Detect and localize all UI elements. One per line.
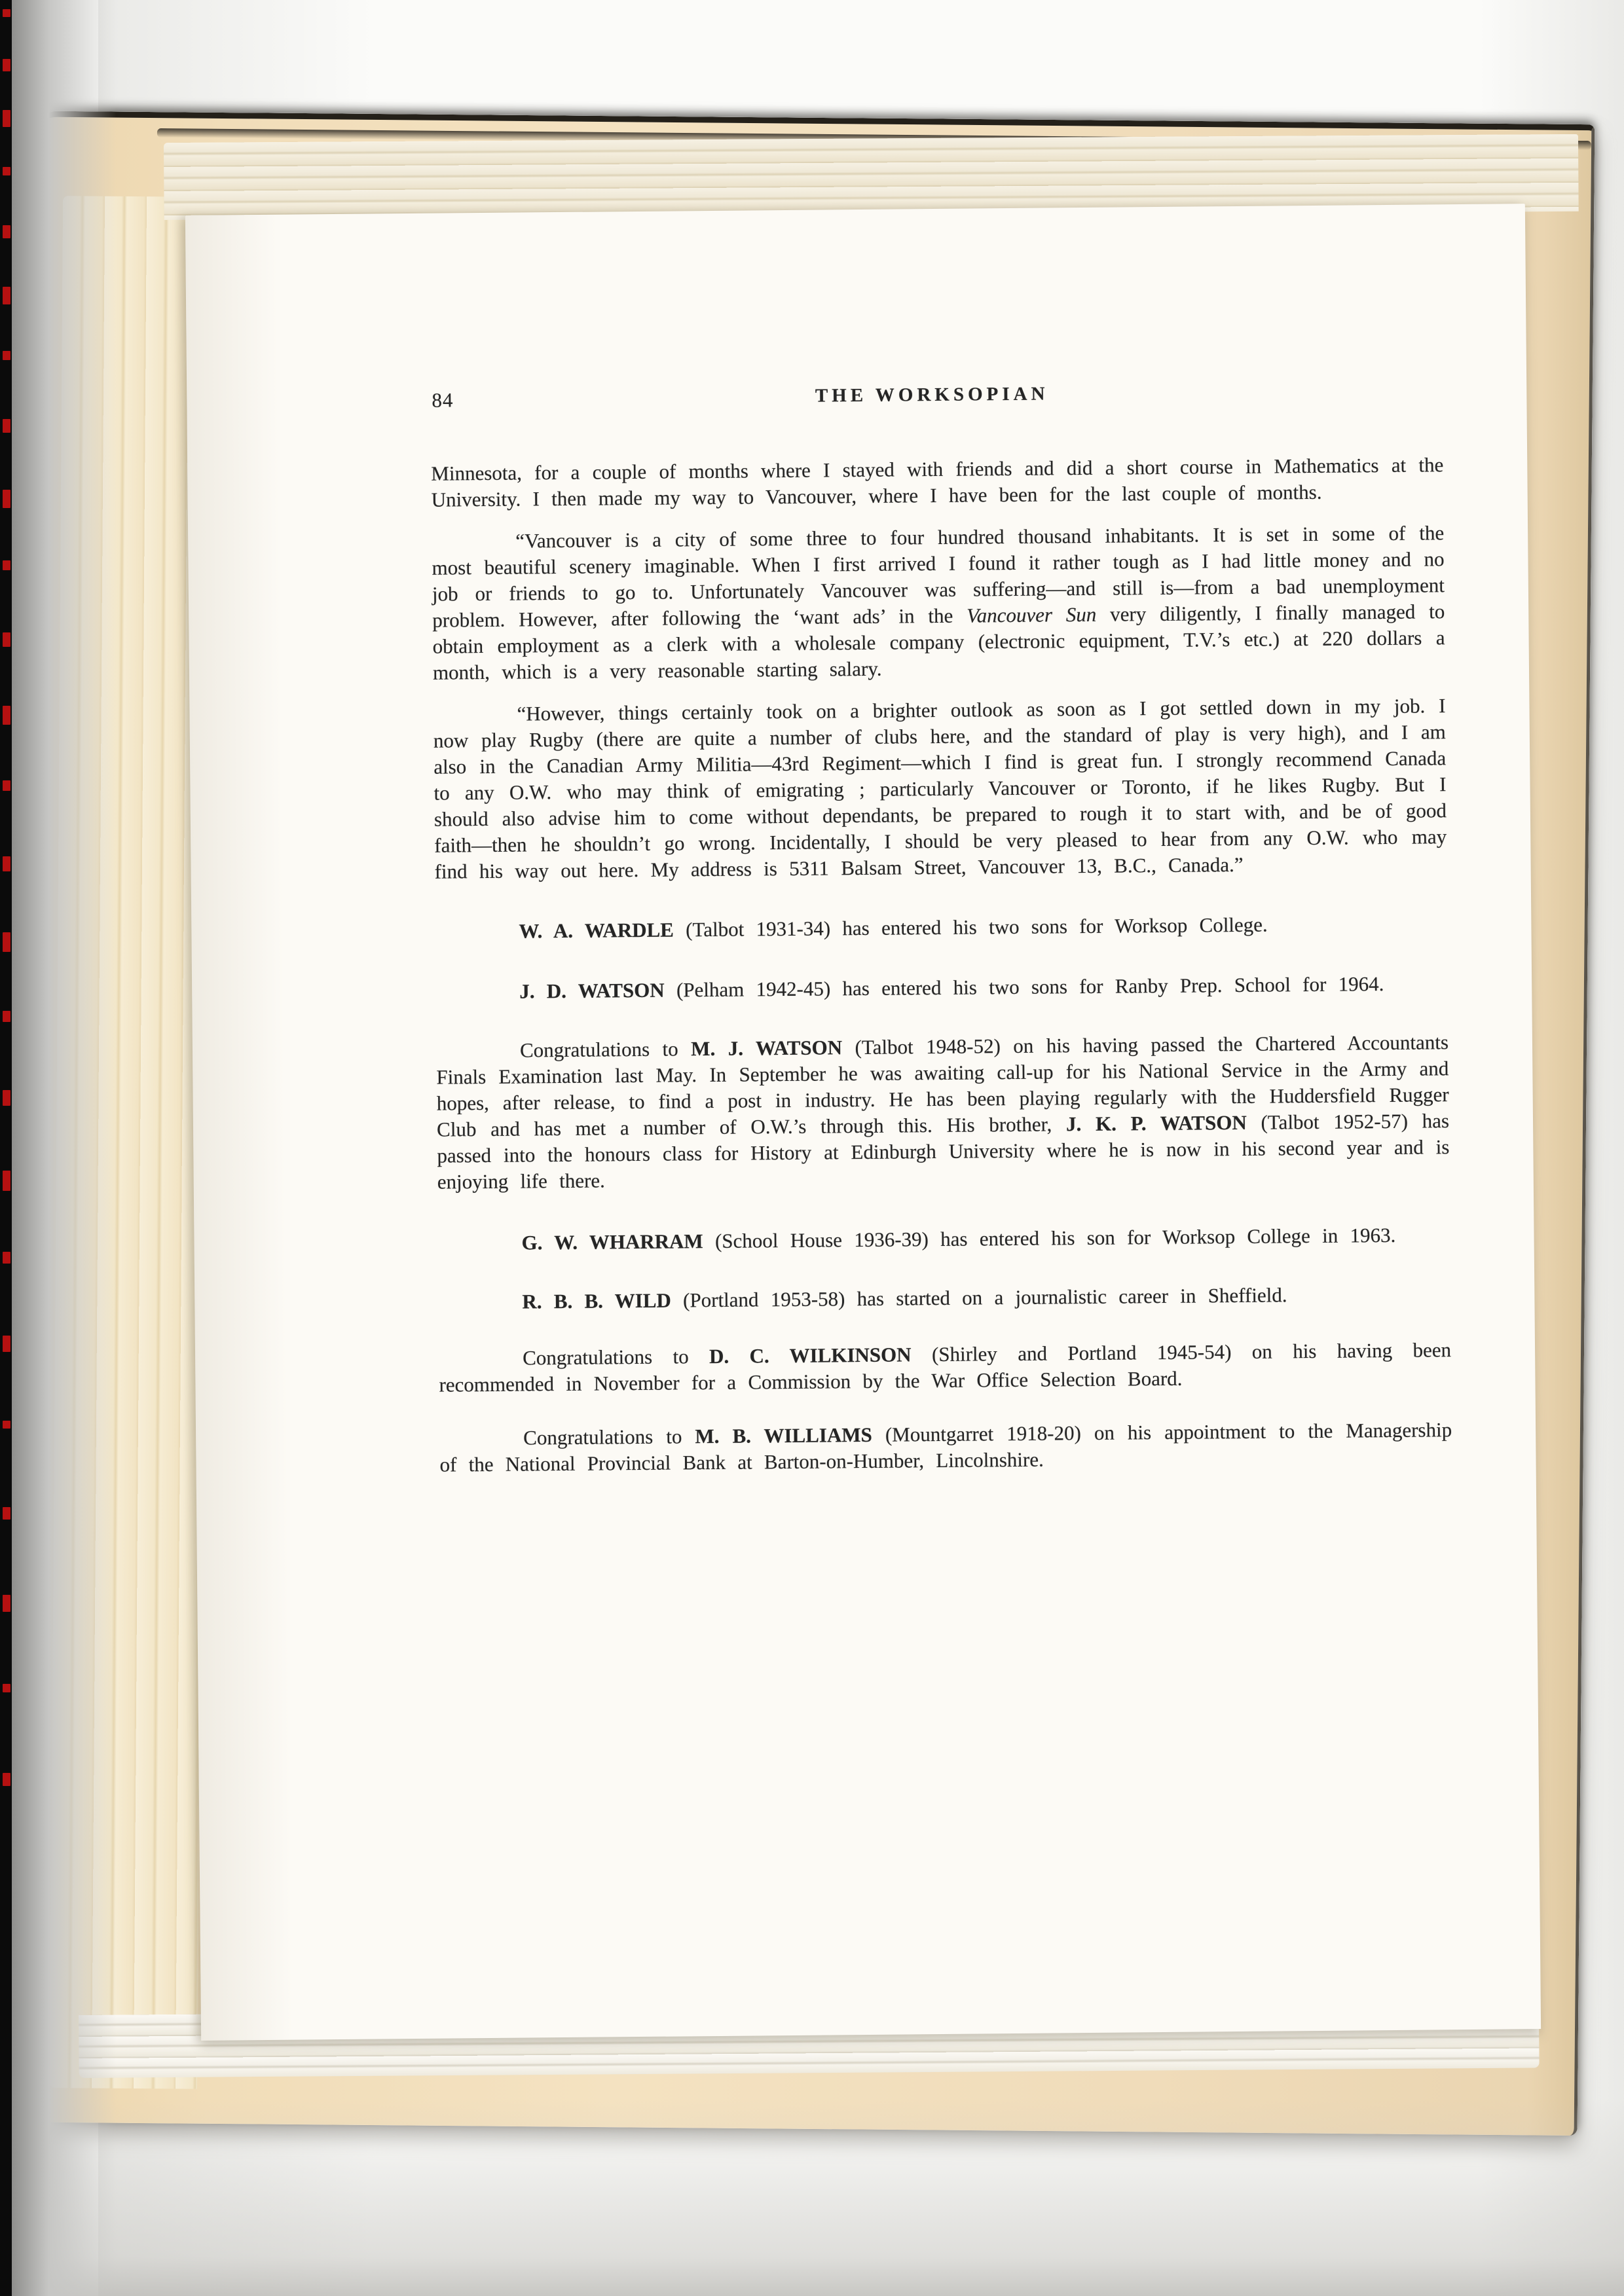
text-run: very diligently, I finally managed to obtain employment as a clerk with a wholesale company (electronic equipment, T.V.’s etc.) at 220 dollars a month, which is a very reasonable starting salary. [432,600,1445,684]
red-mark [3,1684,10,1692]
person-name: J. K. P. WATSON [1065,1110,1247,1136]
red-mark [3,225,10,238]
text-run: “Vancouver is a city of some three to four hundred thousand inhabitants. It is set in some of the most beautiful scenery imaginable. When I first arrived I found it rather tough as I had little money and no job or friends to go to. Unfortunately Vancouver was suffering—and still is—from a bad unemployment problem. However, after following the ‘want ads’ in the [432,521,1445,632]
text-run: (Talbot 1952-57) has passed into the honours class for History at Edinburgh University where he is now in his second year and is enjoying life there. [437,1109,1450,1194]
text-run: (Talbot 1931-34) has entered his two sons for Worksop College. [673,913,1268,941]
red-mark [3,351,10,360]
red-mark [3,287,10,304]
person-name: D. C. WILKINSON [709,1343,912,1368]
red-mark [3,1171,10,1191]
red-mark [3,1421,10,1429]
paragraph [435,970,1448,1005]
person-name: W. A. WARDLE [519,918,674,943]
paragraph [439,1417,1452,1478]
paragraph [432,520,1445,685]
text-run: (Talbot 1948-52) on his having passed the Chartered Accountants Finals Examination last May. In September he was awaiting call-up for his National Service in the Army and hopes, after release, to find a post in industry. He has been playing regularly with the Huddersfield Rugger Club and has met a number of O.W.’s through this. His brother, [436,1030,1449,1141]
paragraph [439,1337,1452,1398]
red-mark [3,856,10,871]
left-edge-gradient [12,0,117,2296]
person-name: G. W. WHARRAM [521,1230,703,1254]
red-mark [3,59,10,71]
paragraph [437,1222,1450,1256]
red-mark [3,1011,10,1022]
person-name: R. B. B. WILD [522,1288,671,1313]
paragraph [431,452,1444,513]
red-mark [3,706,10,725]
text-run: Congratulations to [519,1037,692,1062]
italic-text-run: Vancouver Sun [966,602,1097,627]
paragraph [438,1281,1450,1315]
paragraph [436,1029,1450,1195]
text-run: Minnesota, for a couple of months where I stayed with friends and did a short course in Mathematics at the University. I then made my way to Vancouver, where I have been for the last couple of months. [431,453,1444,511]
red-mark [3,9,10,17]
red-mark [3,110,10,127]
person-name: M. J. WATSON [691,1036,843,1061]
page-header [430,380,1443,420]
red-mark [3,167,10,175]
red-mark [3,1773,10,1786]
page [185,204,1541,2041]
paragraph [433,693,1447,884]
page-body [431,452,1452,1478]
scanner-bottom-shadow [0,2100,1624,2296]
text-run: Congratulations to [522,1345,710,1370]
person-name: J. D. WATSON [519,978,665,1003]
red-mark [3,1090,10,1106]
red-mark [3,1336,10,1352]
red-mark [3,419,10,433]
red-mark [3,560,10,570]
text-run: “However, things certainly took on a brighter outlook as soon as I got settled down in my job. I now play Rugby (there are quite a number of clubs here, and the standard of play is very high), and I am also in the Canadian Army Militia—43rd Regiment—which I find is great fun. I strongly recommend Canada to any O.W. who may think of emigrating ; particularly Vancouver or Toronto, if he likes Rugby. But I should also advise him to come without dependants, be prepared to rough it to start with, and be of good faith—then he shouldn’t go wrong. Incidentally, I should be very pleased to hear from any O.W. who may find his way out here. My address is 5311 Balsam Street, Vancouver 13, B.C., Canada.” [433,694,1447,883]
paragraph [435,910,1447,945]
red-mark [3,1507,10,1520]
red-mark [3,932,10,952]
text-run: (Shirley and Portland 1945-54) on his having been recommended in November for a Commission by the War Office Selection Board. [439,1338,1452,1396]
text-run: (Pelham 1942-45) has entered his two sons for Ranby Prep. School for 1964. [664,972,1384,1002]
text-run: Congratulations to [523,1425,695,1449]
red-mark [3,1595,10,1612]
page-number: 84 [432,388,454,412]
text-run: (School House 1936-39) has entered his son for Worksop College in 1963. [703,1223,1396,1253]
red-mark [3,490,10,508]
red-mark [3,780,10,791]
journal-title: THE WORKSOPIAN [815,383,1049,407]
red-mark [3,1252,10,1264]
text-run: (Portland 1953-58) has started on a journalistic career in Sheffield. [671,1283,1287,1312]
red-mark [3,632,10,647]
person-name: M. B. WILLIAMS [695,1423,872,1448]
text-run: (Mountgarret 1918-20) on his appointment to the Managership of the National Provincial Bank at Barton-on-Humber, Lincolnshire. [439,1418,1452,1476]
red-edge-marks [0,0,20,1964]
